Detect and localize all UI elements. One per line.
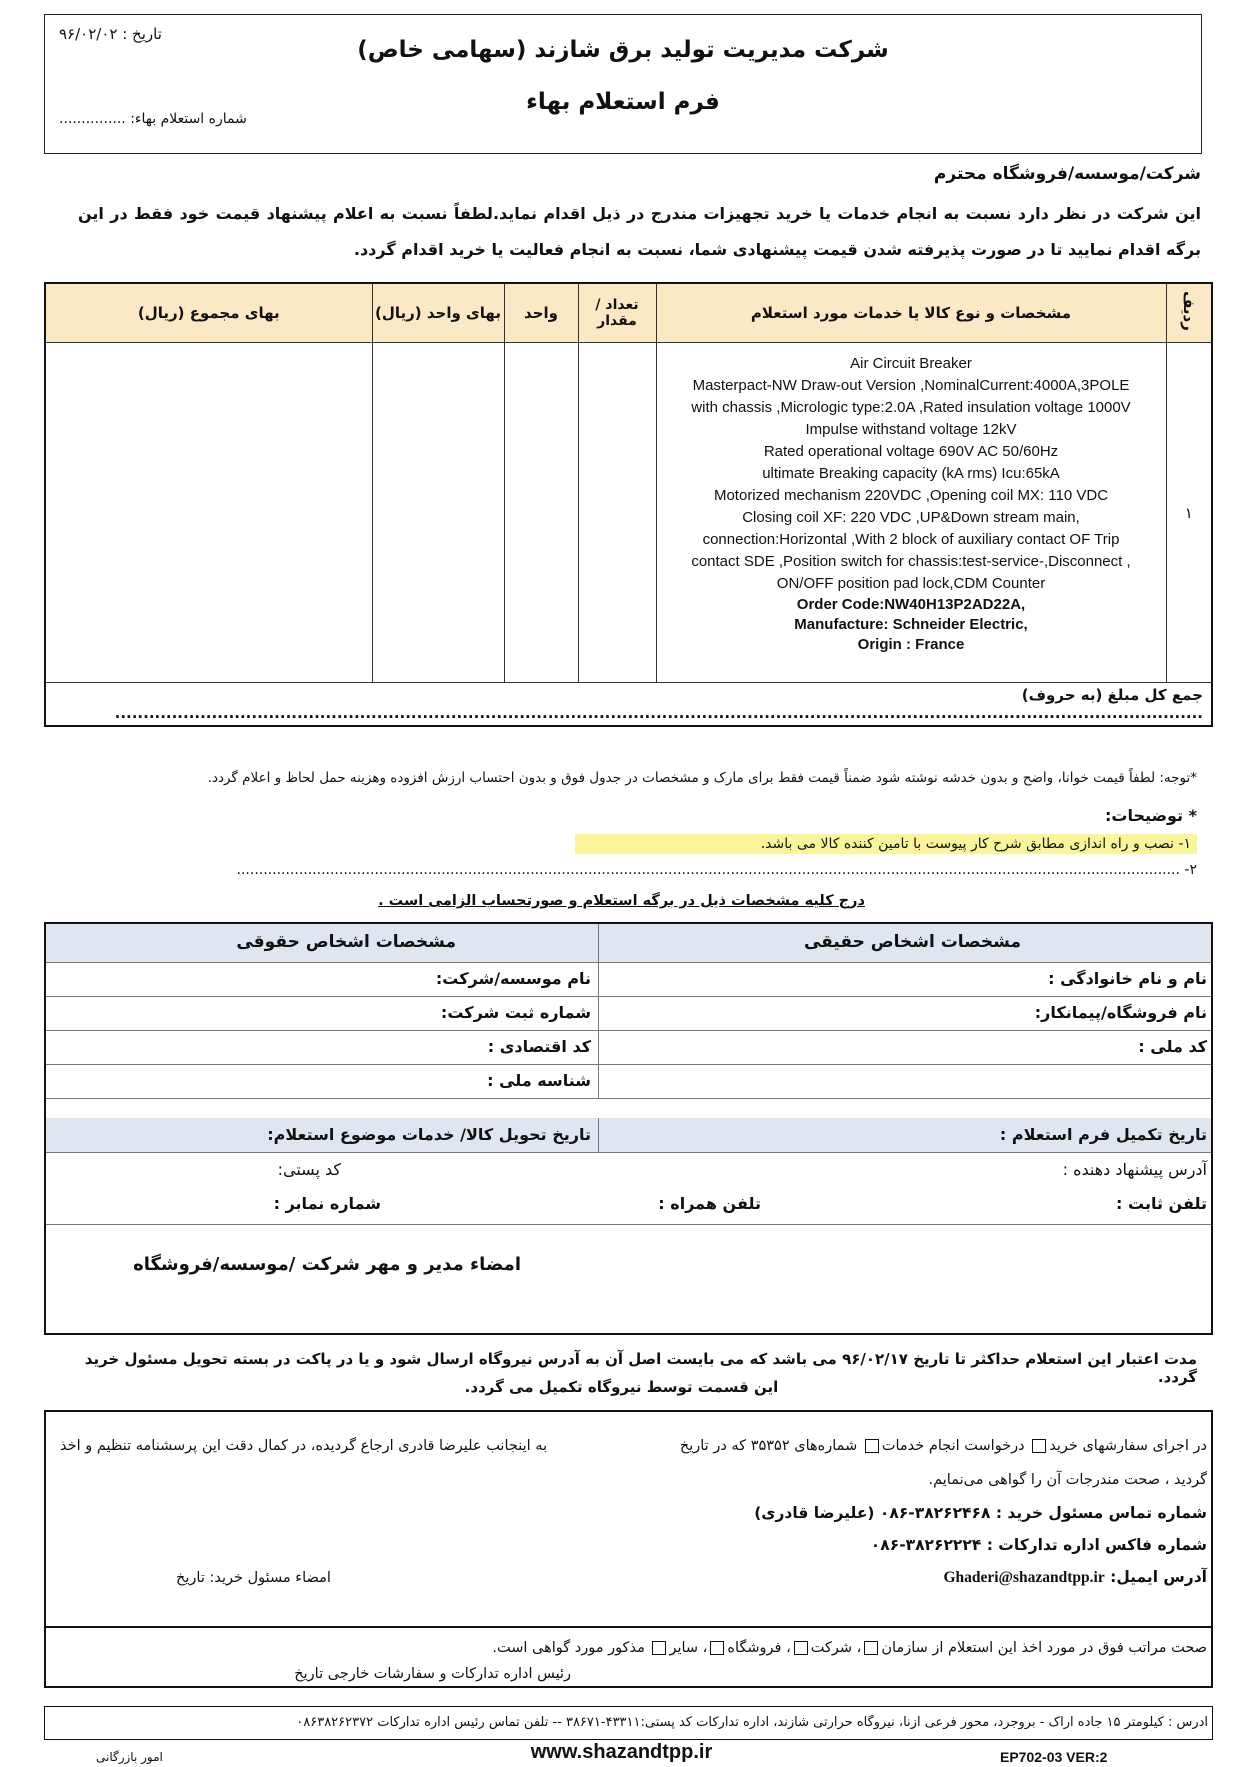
table-row <box>45 343 1212 683</box>
website-link[interactable]: www.shazandtpp.ir <box>530 1741 713 1763</box>
header-spec: مشخصات و نوع کالا یا خدمات مورد استعلام <box>656 283 1166 343</box>
qty-cell[interactable] <box>578 343 656 683</box>
form-title: فرم استعلام بهاء <box>526 89 720 115</box>
head-signature: رئیس اداره تدارکات و سفارشات خارجی تاریخ <box>294 1666 571 1682</box>
remark-1: ۱- نصب و راه اندازی مطابق شرح کار پیوست با تامین کننده کالا می باشد. <box>575 834 1197 854</box>
organization-checkbox[interactable] <box>864 1641 878 1655</box>
items-table <box>44 282 1213 727</box>
total-price-cell[interactable] <box>45 343 372 683</box>
shop-checkbox[interactable] <box>710 1641 724 1655</box>
approval-line <box>492 1640 1207 1656</box>
approval-end: مذکور مورد گواهی است. <box>492 1640 645 1656</box>
order-numbers: شماره‌های ۳۵۳۵۲ که در تاریخ <box>679 1438 858 1454</box>
postal-code-field[interactable]: کد پستی: <box>277 1160 341 1179</box>
spec-line: Air Circuit Breaker <box>850 355 972 372</box>
seller-info-box <box>44 922 1213 1335</box>
seller-row-1 <box>46 962 1211 997</box>
company-checkbox[interactable] <box>794 1641 808 1655</box>
spec-detail-line: Order Code:NW40H13P2AD22A, <box>796 596 1026 613</box>
shop-option: ، فروشگاه <box>727 1640 791 1656</box>
spec-line: connection:Horizontal ,With 2 block of auxiliary contact OF Trip <box>702 531 1120 548</box>
contact-phone: شماره تماس مسئول خرید : ۳۸۲۶۲۴۶۸-۰۸۶ (علیرضا قادری) <box>754 1504 1207 1522</box>
spec-line: Motorized mechanism 220VDC ,Opening coil MX: 110 VDC <box>713 487 1109 504</box>
other-checkbox[interactable] <box>652 1641 666 1655</box>
full-name-field[interactable]: نام و نام خانوادگی : <box>1048 969 1207 988</box>
company-name-field[interactable]: نام موسسه/شرکت: <box>435 969 591 988</box>
completion-date-field[interactable]: تاریخ تکمیل فرم استعلام : <box>999 1125 1207 1144</box>
date-field: تاریخ : ۹۶/۰۲/۰۲ <box>59 25 162 43</box>
fax-number: شماره فاکس اداره تدارکات : ۳۸۲۶۲۲۲۴-۰۸۶ <box>870 1536 1207 1554</box>
footer-address-box <box>44 1706 1213 1740</box>
footer-address: آدرس : کیلومتر ۱۵ جاده اراک - بروجرد، محور فرعی ازنا، نیروگاه حرارتی شازند، اداره تدارکات کد پستی:۴۳۳۱۱-۳۸۶۷۱ -- تلفن تماس رئیس اداره تدارکات ۰۸۶۳۸۲۶۲۳۷۲ <box>296 1715 1208 1730</box>
email-label: آدرس ایمیل: <box>1110 1568 1207 1586</box>
fax-field[interactable]: شماره نمابر : <box>273 1194 381 1213</box>
form-header <box>44 14 1202 154</box>
seller-row-4 <box>46 1064 1211 1099</box>
mobile-field[interactable]: تلفن همراه : <box>658 1194 761 1213</box>
form-code: EP702-03 VER:2 <box>1000 1749 1108 1765</box>
spec-detail-line: Origin : France <box>857 636 965 653</box>
national-code-field[interactable]: کد ملی : <box>1138 1037 1207 1056</box>
purchase-order-checkbox[interactable] <box>1032 1439 1046 1453</box>
spec-line: Closing coil XF: 220 VDC ,UP&Down stream main, <box>742 509 1080 526</box>
officer-signature: امضاء مسئول خرید: تاریخ <box>176 1570 331 1586</box>
phone-row <box>46 1188 1211 1225</box>
inquiry-number-field: شماره استعلام بهاء: ............... <box>59 111 247 127</box>
confirmation-line: گردید ، صحت مندرجات آن را گواهی می‌نمایم. <box>928 1472 1207 1488</box>
email-line <box>943 1568 1207 1587</box>
spec-line: Masterpact-NW Draw-out Version ,NominalCurrent:4000A,3POLE <box>692 377 1130 394</box>
spec-line: with chassis ,Micrologic type:2.0A ,Rated insulation voltage 1000V <box>691 399 1131 416</box>
address-row <box>46 1152 1211 1188</box>
item-spec <box>656 343 1166 683</box>
legal-person-title: مشخصات اشخاص حقوقی <box>236 932 456 952</box>
economic-code-field[interactable]: کد اقتصادی : <box>487 1037 591 1056</box>
total-in-words[interactable]: جمع کل مبلغ (به حروف) ............................................................................................................................................................................................... <box>45 683 1212 727</box>
other-option: ، سایر <box>669 1640 708 1656</box>
spec-line: Rated operational voltage 690V AC 50/60Hz <box>763 443 1059 460</box>
registration-no-field[interactable]: شماره ثبت شرکت: <box>440 1003 591 1022</box>
header-unit: واحد <box>504 283 578 343</box>
service-request-checkbox[interactable] <box>865 1439 879 1453</box>
approval-text: صحت مراتب فوق در مورد اخذ این استعلام از سازمان <box>881 1640 1207 1656</box>
spec-line: ultimate Breaking capacity (kA rms) Icu:65kA <box>762 465 1060 482</box>
header-unit-price: بهای واحد (ریال) <box>372 283 504 343</box>
natural-person-title: مشخصات اشخاص حقیقی <box>803 932 1021 952</box>
intro-text: این شرکت در نظر دارد نسبت به انجام خدمات یا خرید تجهیزات مندرج در ذیل اقدام نماید.لطفاً نسبت به اعلام پیشنهاد قیمت خود فقط در این برگه اقدام نمایید تا در صورت پذیرفته شدن قیمت پیشنهادی شما، نسبت به انجام فعالیت یا خرید اقدام گردد. <box>78 204 1201 259</box>
spec-line: contact SDE ,Position switch for chassis:test-service-,Disconnect , <box>691 553 1131 570</box>
email-link[interactable]: Ghaderi@shazandtpp.ir <box>943 1569 1105 1586</box>
national-id-field[interactable]: شناسه ملی : <box>487 1071 591 1090</box>
department-name: امور بازرگانی <box>96 1750 163 1764</box>
total-row <box>45 683 1212 727</box>
column-divider <box>598 924 599 1098</box>
service-request-label: درخواست انجام خدمات <box>881 1438 1025 1454</box>
remarks-title: * توضیحات: <box>1105 806 1197 825</box>
unit-price-cell[interactable] <box>372 343 504 683</box>
address-field[interactable]: آدرس پیشنهاد دهنده : <box>1062 1160 1207 1179</box>
unit-cell[interactable] <box>504 343 578 683</box>
remark-2: ۲- .................................................................................................................................................................................................................... <box>236 862 1197 878</box>
spacer-row <box>46 1098 1211 1119</box>
date-row <box>46 1118 1211 1153</box>
validity-note: مدت اعتبار این استعلام حداکثر تا تاریخ ۹۶/۰۲/۱۷ می باشد که می بایست اصل آن به آدرس نیروگاه ارسال شود و یا در پاکت در بسته تحویل مسئول خرید گردد. <box>84 1350 1197 1386</box>
header-qty: تعداد / مقدار <box>578 283 656 343</box>
price-note: *توجه: لطفاً قیمت خوانا، واضح و بدون خدشه نوشته شود ضمناً قیمت فقط برای مارک و مشخصات در جدول فوق و بدون احتساب ارزش افزوده وهزینه حمل لحاظ و اعلام گردد. <box>207 770 1197 786</box>
seller-signature-label: امضاء مدیر و مهر شرکت /موسسه/فروشگاه <box>133 1254 521 1275</box>
shop-name-field[interactable]: نام فروشگاه/پیمانکار: <box>1034 1003 1207 1022</box>
salutation: شرکت/موسسه/فروشگاه محترم <box>933 164 1201 184</box>
header-total-price: بهای مجموع (ریال) <box>45 283 372 343</box>
seller-row-3 <box>46 1030 1211 1065</box>
seller-row-2 <box>46 996 1211 1031</box>
delivery-date-field[interactable]: تاریخ تحویل کالا/ خدمات موضوع استعلام: <box>267 1125 591 1144</box>
table-header-row <box>45 283 1212 343</box>
purchase-order-label: در اجرای سفارشهای خرید <box>1049 1438 1207 1454</box>
row-number: ۱ <box>1166 343 1212 683</box>
date-divider <box>598 1118 599 1152</box>
order-line <box>680 1438 1207 1454</box>
purchase-officer-box <box>44 1410 1213 1688</box>
spec-detail-line: Manufacture: Schneider Electric, <box>794 616 1028 633</box>
header-row-number: ردیف <box>1166 283 1212 343</box>
company-name: شرکت مدیریت تولید برق شازند (سهامی خاص) <box>357 37 889 63</box>
seller-titles-row <box>46 924 1211 963</box>
assignment-line: به اینجانب علیرضا قادری ارجاع گردیده، در کمال دقت این پرسشنامه تنظیم و اخذ <box>60 1438 548 1454</box>
landline-field[interactable]: تلفن ثابت : <box>1116 1194 1207 1213</box>
approval-divider <box>46 1626 1211 1628</box>
spec-line: Impulse withstand voltage 12kV <box>805 421 1017 438</box>
plant-completion-note: این قسمت توسط نیروگاه تکمیل می گردد. <box>464 1378 779 1396</box>
spec-line: ON/OFF position pad lock,CDM Counter <box>776 575 1046 592</box>
company-option: ، شرکت <box>810 1640 862 1656</box>
required-note: درج کلیه مشخصات ذیل در برگه استعلام و صورتحساب الزامی است . <box>378 893 865 909</box>
